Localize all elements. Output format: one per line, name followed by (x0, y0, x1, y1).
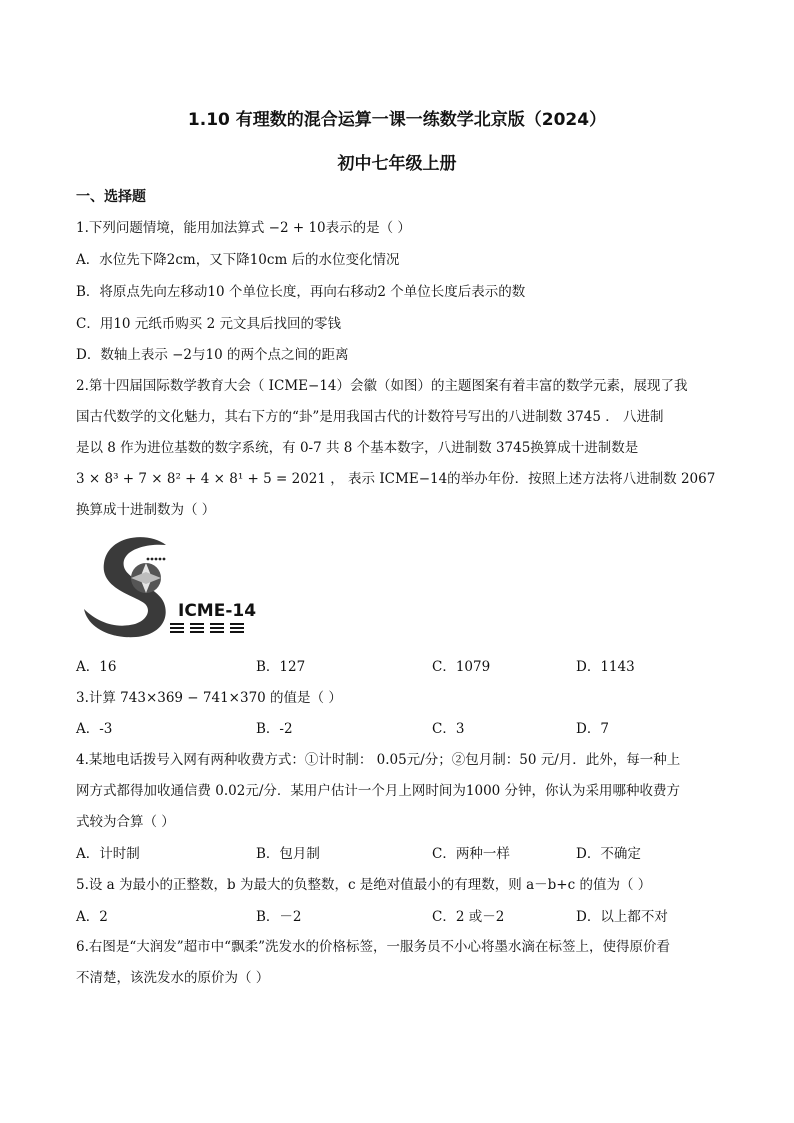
question-4-option-a: A．计时制 (76, 846, 140, 862)
document-title: 1.10 有理数的混合运算一课一练数学北京版（2024） (187, 110, 607, 130)
question-4-line-1: 4.某地电话拨号入网有两种收费方式：①计时制： 0.05元/分；②包月制：50 元/月．此外，每一种上 (76, 752, 681, 768)
question-3-option-a: A．-3 (76, 721, 113, 737)
question-5-option-c: C．2 或－2 (432, 909, 505, 925)
question-2-line-3: 是以 8 作为进位基数的数字系统，有 0-7 共 8 个基本数字，八进制数 3745换算成十进制数是 (76, 440, 639, 456)
question-4-option-c: C．两种一样 (432, 846, 510, 862)
question-5-stem: 5.设 a 为最小的正整数，b 为最大的负整数，c 是绝对值最小的有理数，则 a－b+c 的值为（ ） (76, 877, 652, 893)
question-5-option-d: D．以上都不对 (576, 909, 668, 925)
question-4-line-3: 式较为合算（ ） (76, 814, 175, 830)
question-2-line-4: 3 × 8³ + 7 × 8² + 4 × 8¹ + 5 = 2021 ， 表示 ICME−14的举办年份．按照上述方法将八进制数 2067 (76, 471, 716, 487)
logo-text: ICME-14 (178, 601, 257, 621)
question-6-line-1: 6.右图是“大润发”超市中“飘柔”洗发水的价格标签，一服务员不小心将墨水滴在标签上，使得原价看 (76, 939, 670, 955)
question-2-option-a: A．16 (76, 659, 117, 675)
question-2-line-5: 换算成十进制数为（ ） (76, 502, 216, 518)
question-5-option-b: B．－2 (256, 909, 302, 925)
section-heading: 一、选择题 (76, 189, 146, 205)
question-5-option-a: A．2 (76, 909, 108, 925)
document-subtitle: 初中七年级上册 (337, 154, 457, 174)
question-3-option-b: B．-2 (256, 721, 293, 737)
question-4-line-2: 网方式都得加收通信费 0.02元/分．某用户估计一个月上网时间为1000 分钟，你认为采用哪种收费方 (76, 783, 681, 799)
question-4-option-b: B．包月制 (256, 846, 320, 862)
question-4-option-d: D．不确定 (576, 846, 641, 862)
question-3-stem: 3.计算 743×369 − 741×370 的值是（ ） (76, 690, 342, 706)
question-3-option-c: C．3 (432, 721, 465, 737)
question-1-option-b: B．将原点先向左移动10 个单位长度，再向右移动2 个单位长度后表示的数 (76, 284, 526, 300)
question-2-option-b: B．127 (256, 659, 306, 675)
question-6-line-2: 不清楚，该洗发水的原价为（ ） (76, 970, 270, 986)
question-1-option-a: A．水位先下降2cm，又下降10cm 后的水位变化情况 (76, 252, 400, 268)
question-2-line-1: 2.第十四届国际数学教育大会（ ICME−14）会徽（如图）的主题图案有着丰富的数学元素，展现了我 (76, 378, 688, 394)
question-2-option-c: C．1079 (432, 659, 491, 675)
question-3-option-d: D．7 (576, 721, 609, 737)
question-1-option-c: C．用10 元纸币购买 2 元文具后找回的零钱 (76, 316, 341, 332)
question-1-stem: 1.下列问题情境，能用加法算式 −2 + 10表示的是（ ） (76, 220, 411, 236)
question-2-line-2: 国古代数学的文化魅力，其右下方的“卦”是用我国古代的计数符号写出的八进制数 3745 ． 八进制 (76, 409, 664, 425)
question-2-option-d: D．1143 (576, 659, 635, 675)
icme-14-logo (78, 533, 264, 641)
question-1-option-d: D．数轴上表示 −2与10 的两个点之间的距离 (76, 347, 349, 363)
